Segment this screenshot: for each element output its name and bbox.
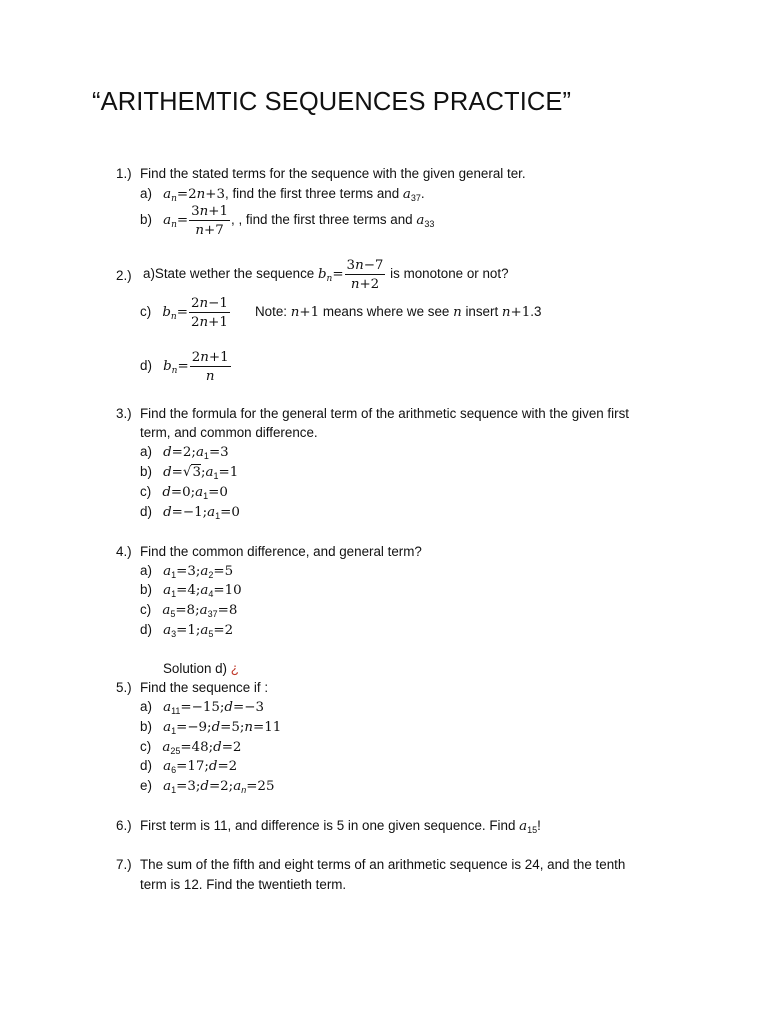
q4d-item: d) $a_3=1;a_5=2$ bbox=[140, 622, 234, 639]
q5a-item: a) $a_{11}=-15;d=-3$ bbox=[140, 699, 264, 716]
q5-number: 5.) bbox=[116, 680, 132, 695]
q2c-item: c) $b_n=$ $\frac{2n-1}{2n+1}$ bbox=[140, 296, 228, 330]
q4b-item: b) $a_1=4;a_4=10$ bbox=[140, 582, 242, 599]
q1a-label: a) bbox=[140, 186, 152, 201]
q7-text-line2: term is 12. Find the twentieth term. bbox=[140, 877, 347, 892]
q3a-item: a) $d=2;a_1=3$ bbox=[140, 444, 229, 461]
q4-text: Find the common difference, and general term? bbox=[140, 544, 422, 559]
q2-note: Note: n+1 means where we see n insert n+1.3 bbox=[255, 304, 542, 320]
q7-text-line1: The sum of the fifth and eight terms of an arithmetic sequence is 24, and the tenth bbox=[140, 857, 626, 872]
q5e-item: e) $a_1=3;d=2;a_n=25$ bbox=[140, 778, 275, 795]
q1a-formula: $a_n$ bbox=[163, 187, 177, 204]
q2c-label: c) bbox=[140, 304, 152, 320]
q1b-text: , find the first three terms and bbox=[238, 212, 417, 228]
q4c-item: c) $a_5=8;a_{37}=8$ bbox=[140, 602, 238, 619]
q5d-item: d) $a_6=17;d=2$ bbox=[140, 758, 238, 775]
q1b-item: b) $a_n=$ $\frac{3n+1}{n+7}$ , , find the first three terms and $a_{33}$ bbox=[140, 204, 435, 238]
q3d-item: d) $d=-1;a_1=0$ bbox=[140, 504, 240, 521]
q1a-item: a) $a_n=2n+3$, find the first three terms and $a_{37}$. bbox=[140, 186, 425, 204]
q5b-item: b) $a_1=-9;d=5;n=11$ bbox=[140, 719, 282, 736]
q1b-label: b) bbox=[140, 212, 152, 228]
q4-solution-mark: ¿ bbox=[230, 661, 239, 676]
q2d-item: d) $b_n=$ $\frac{2n+1}{n}$ bbox=[140, 350, 229, 384]
q5c-item: c) $a_{25}=48;d=2$ bbox=[140, 739, 242, 756]
q4-solution: Solution d) ¿ bbox=[163, 661, 239, 676]
q2-number: 2.) bbox=[116, 268, 132, 283]
q2-text: a)State wether the sequence $b_n=$ $\frac{3n-7}{n+2}$ is monotone or not? bbox=[143, 258, 509, 292]
q2-fraction: $\frac{3n-7}{n+2}$ bbox=[346, 258, 384, 292]
q1-text: Find the stated terms for the sequence with the given general ter. bbox=[140, 166, 526, 181]
q3b-item: b) $d=√3;a_1=1$ bbox=[140, 464, 239, 481]
q6-number: 6.) bbox=[116, 818, 132, 833]
q3-number: 3.) bbox=[116, 406, 132, 421]
q1b-fraction: $\frac{3n+1}{n+7}$ bbox=[191, 204, 229, 238]
q5-text: Find the sequence if : bbox=[140, 680, 269, 695]
q7-number: 7.) bbox=[116, 857, 132, 872]
q1-number: 1.) bbox=[116, 166, 132, 181]
q2d-label: d) bbox=[140, 358, 152, 374]
q4a-item: a) $a_1=3;a_2=5$ bbox=[140, 563, 234, 580]
q3-text-line2: term, and common difference. bbox=[140, 425, 318, 440]
page-title: “ARITHEMTIC SEQUENCES PRACTICE” bbox=[92, 88, 572, 116]
q1a-text: , find the first three terms and bbox=[225, 186, 403, 201]
q2d-fraction: $\frac{2n+1}{n}$ bbox=[191, 350, 229, 384]
q6-text: First term is 11, and difference is 5 in one given sequence. Find $a_{15}$! bbox=[140, 818, 541, 835]
q4-number: 4.) bbox=[116, 544, 132, 559]
q3-text-line1: Find the formula for the general term of the arithmetic sequence with the given first bbox=[140, 406, 630, 421]
q3c-item: c) $d=0;a_1=0$ bbox=[140, 484, 228, 501]
q2c-fraction: $\frac{2n-1}{2n+1}$ bbox=[190, 296, 228, 330]
